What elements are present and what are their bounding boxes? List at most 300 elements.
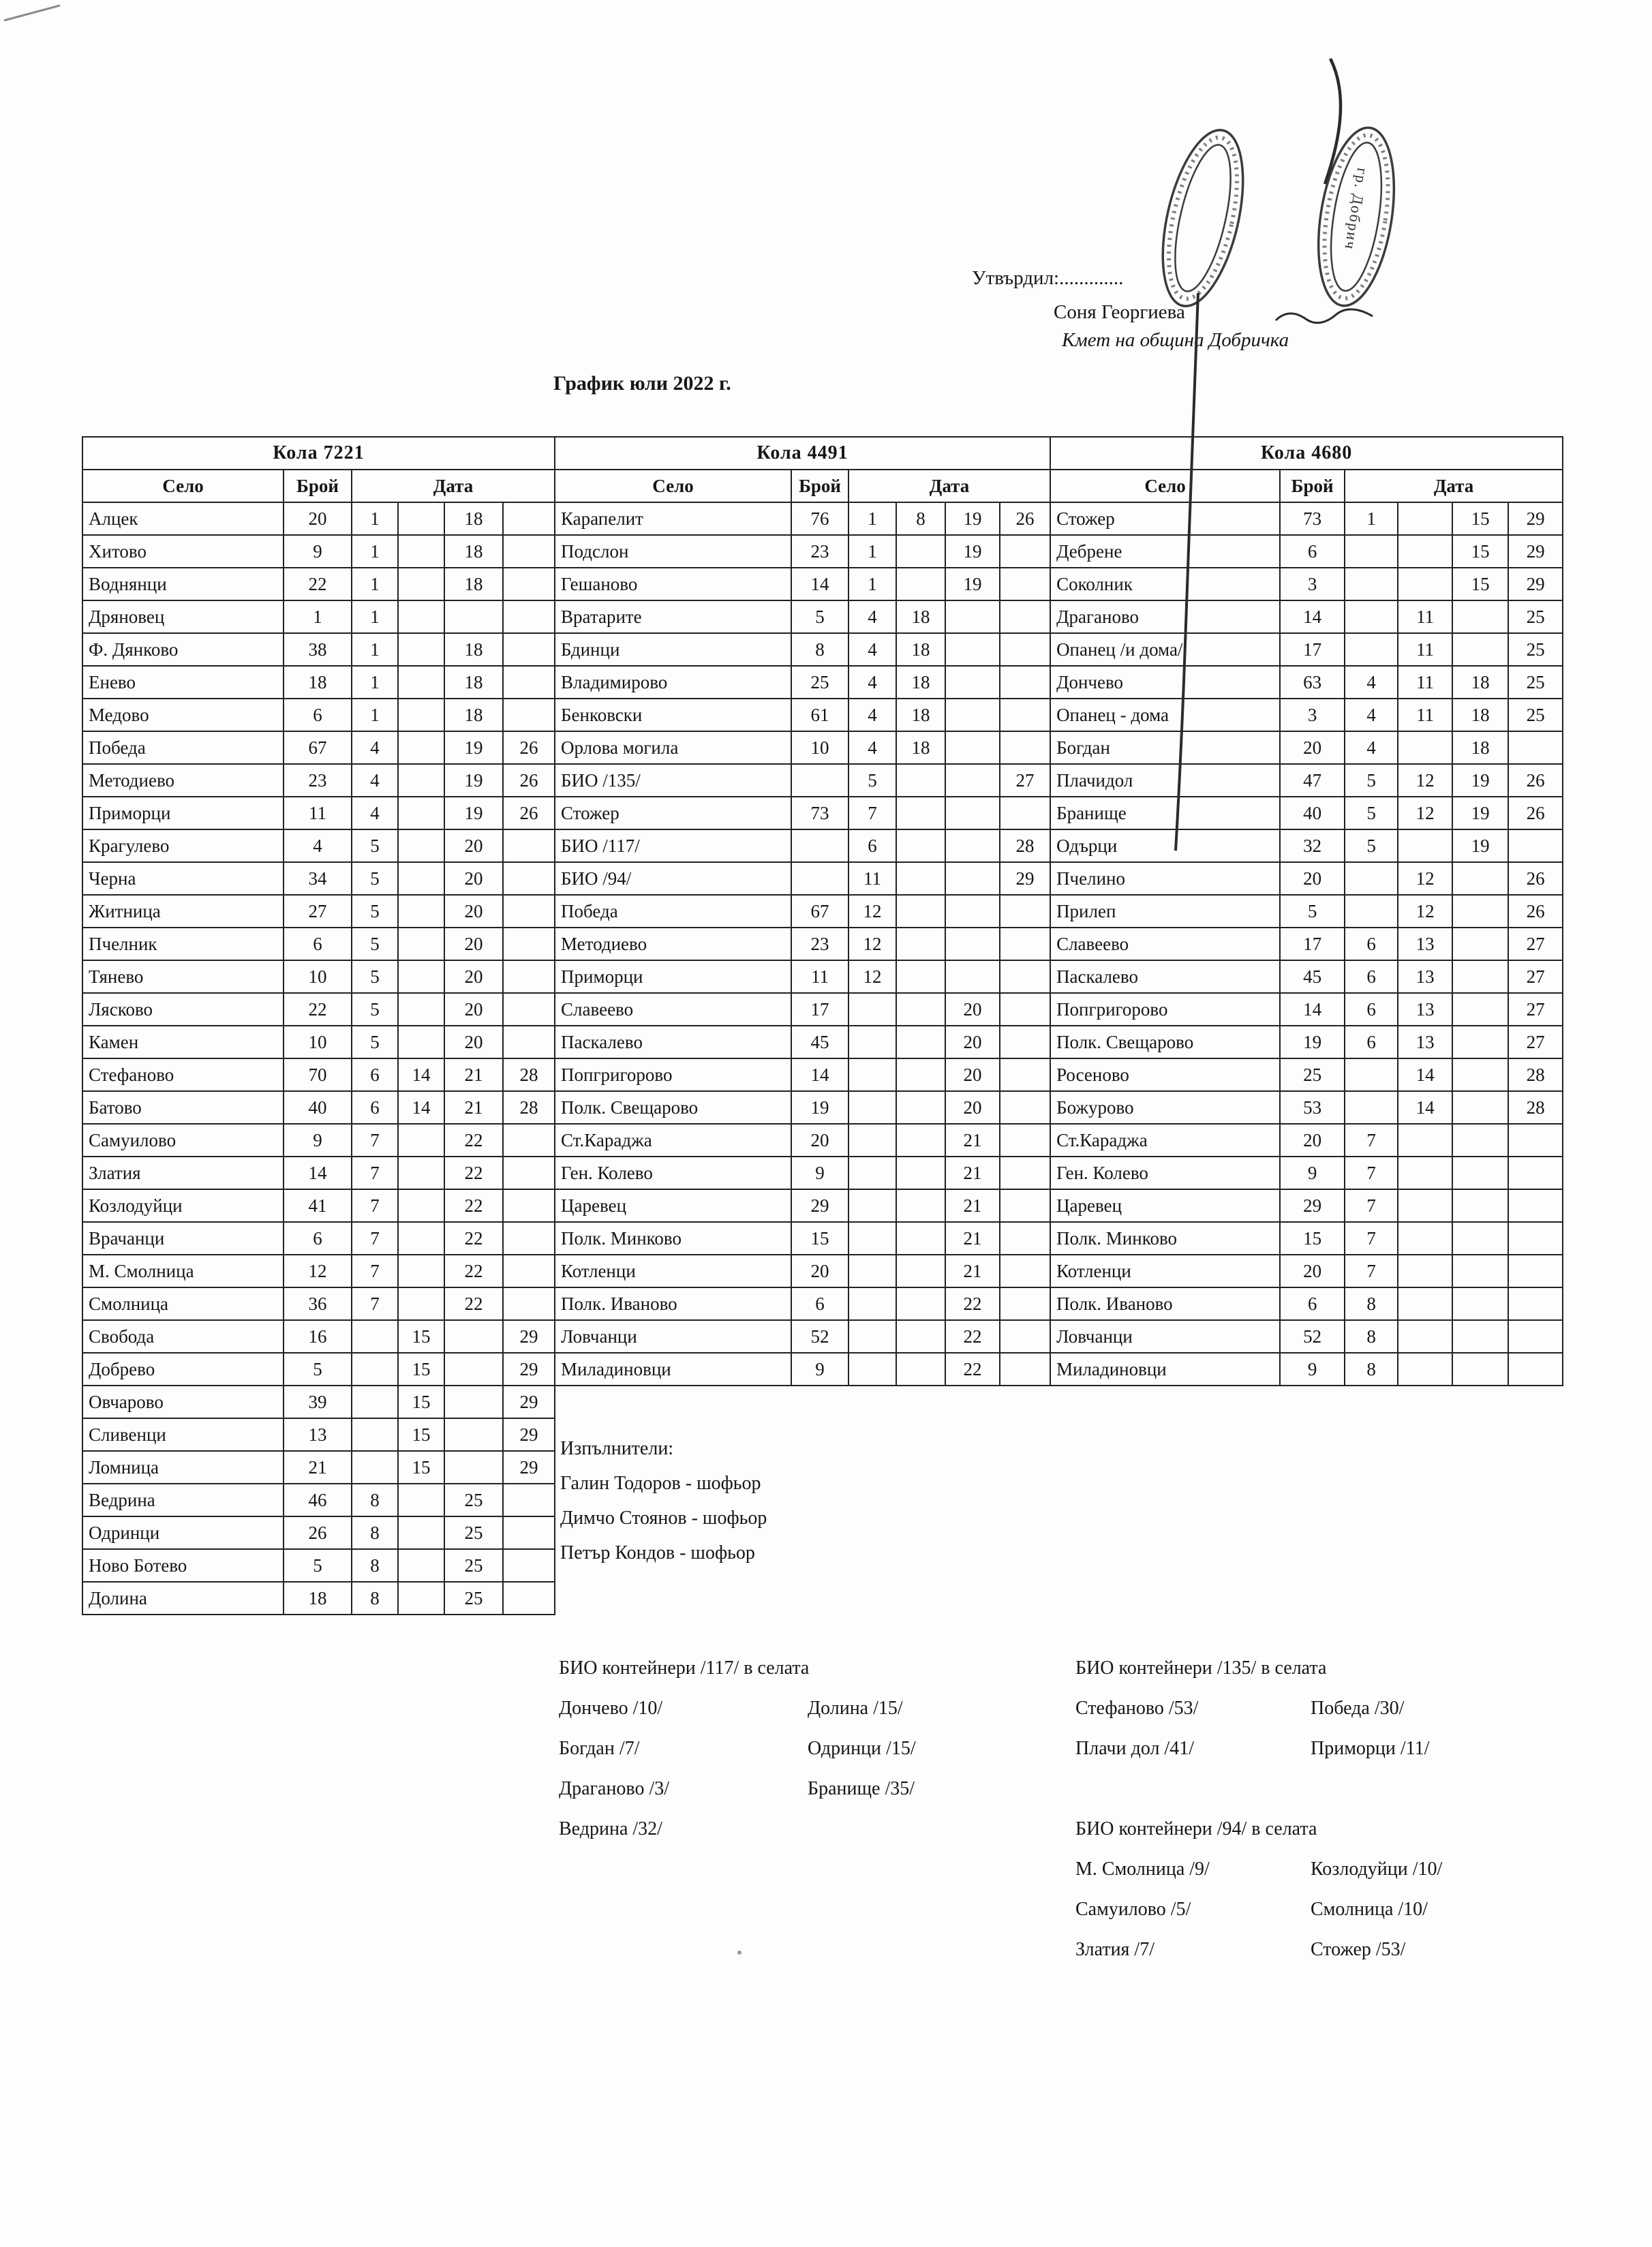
date-cell (1508, 1222, 1563, 1255)
date-cell: 26 (503, 797, 555, 829)
village-cell: Енево (82, 666, 284, 699)
date-cell (1398, 1353, 1452, 1386)
date-cell (1000, 993, 1050, 1026)
village-cell: Ф. Дянково (82, 633, 284, 666)
note-col1: Драганово /3/ (559, 1778, 670, 1799)
table-row (555, 633, 1050, 666)
date-cell: 18 (896, 600, 945, 633)
date-cell (848, 1026, 896, 1058)
schedule-table (82, 436, 555, 1615)
count-cell: 20 (284, 502, 352, 535)
village-cell: Богдан (1050, 731, 1280, 764)
date-cell (503, 600, 555, 633)
date-cell: 18 (896, 731, 945, 764)
table-row (1050, 764, 1563, 797)
date-cell: 22 (945, 1320, 1000, 1353)
date-cell: 18 (896, 633, 945, 666)
date-cell: 15 (398, 1418, 444, 1451)
date-cell: 19 (1452, 764, 1508, 797)
date-cell: 6 (352, 1091, 398, 1124)
village-cell: Самуилово (82, 1124, 284, 1157)
count-cell: 5 (284, 1549, 352, 1582)
village-cell: Стефаново (82, 1058, 284, 1091)
date-cell: 25 (1508, 699, 1563, 731)
village-cell: Долина (82, 1582, 284, 1615)
note-col2: Бранище /35/ (808, 1778, 915, 1799)
date-cell (896, 1026, 945, 1058)
count-cell: 11 (791, 960, 848, 993)
executor-item: Димчо Стоянов - шофьор (560, 1508, 767, 1529)
car-header-row (555, 437, 1050, 470)
col-header-village: Село (1050, 470, 1280, 502)
date-cell: 21 (945, 1255, 1000, 1287)
date-cell (444, 1353, 503, 1386)
date-cell: 15 (398, 1320, 444, 1353)
table-row (82, 666, 555, 699)
count-cell: 18 (284, 1582, 352, 1615)
col-header-count: Брой (791, 470, 848, 502)
count-cell: 29 (1280, 1189, 1345, 1222)
date-cell (896, 1091, 945, 1124)
village-cell: Камен (82, 1026, 284, 1058)
date-cell (1345, 535, 1398, 568)
table-row (82, 1157, 555, 1189)
date-cell: 22 (444, 1287, 503, 1320)
count-cell: 76 (791, 502, 848, 535)
date-cell: 8 (352, 1516, 398, 1549)
table-row (82, 829, 555, 862)
pen-flourish-stroke (1325, 59, 1341, 184)
village-cell: Победа (555, 895, 791, 928)
date-cell: 14 (1398, 1058, 1452, 1091)
date-cell: 18 (444, 502, 503, 535)
count-cell: 36 (284, 1287, 352, 1320)
count-cell: 17 (1280, 633, 1345, 666)
date-cell (1345, 1091, 1398, 1124)
table-row (1050, 1255, 1563, 1287)
count-cell: 25 (1280, 1058, 1345, 1091)
date-cell (503, 1287, 555, 1320)
date-cell (848, 1124, 896, 1157)
date-cell (848, 1353, 896, 1386)
date-cell (352, 1320, 398, 1353)
date-cell (1398, 1320, 1452, 1353)
bio-note-94-title: БИО контейнери /94/ в селата (1075, 1818, 1317, 1839)
bio-notes-right (1075, 1648, 1442, 1970)
date-cell: 11 (1398, 699, 1452, 731)
date-cell: 8 (352, 1582, 398, 1615)
table-row (82, 993, 555, 1026)
date-cell (1345, 633, 1398, 666)
col-header-village: Село (555, 470, 791, 502)
date-cell: 22 (444, 1157, 503, 1189)
count-cell: 73 (791, 797, 848, 829)
date-cell: 26 (503, 764, 555, 797)
date-cell: 1 (352, 535, 398, 568)
date-cell: 29 (1000, 862, 1050, 895)
bio-note-94-rows (1075, 1849, 1442, 1970)
date-cell (1000, 895, 1050, 928)
count-cell: 12 (284, 1255, 352, 1287)
date-cell: 7 (352, 1189, 398, 1222)
count-cell: 14 (284, 1157, 352, 1189)
count-cell: 5 (791, 600, 848, 633)
date-cell (398, 1582, 444, 1615)
date-cell (945, 666, 1000, 699)
date-cell: 25 (1508, 600, 1563, 633)
village-cell: Миладиновци (1050, 1353, 1280, 1386)
date-cell (1452, 862, 1508, 895)
village-cell: Ловчанци (555, 1320, 791, 1353)
stamp-text: гр. Добрич (1341, 166, 1372, 252)
date-cell (503, 993, 555, 1026)
date-cell (1000, 928, 1050, 960)
note-row (1075, 1728, 1442, 1769)
date-cell (503, 1484, 555, 1516)
village-cell: М. Смолница (82, 1255, 284, 1287)
count-cell: 23 (284, 764, 352, 797)
count-cell: 22 (284, 568, 352, 600)
date-cell (896, 1189, 945, 1222)
date-cell: 20 (444, 895, 503, 928)
village-cell: Полк. Иваново (1050, 1287, 1280, 1320)
count-cell: 9 (791, 1157, 848, 1189)
date-cell: 27 (1508, 993, 1563, 1026)
col-header-count: Брой (1280, 470, 1345, 502)
table-row (1050, 1320, 1563, 1353)
date-cell: 15 (1452, 535, 1508, 568)
date-cell: 26 (503, 731, 555, 764)
date-cell (1000, 1157, 1050, 1189)
village-cell: Полк. Иваново (555, 1287, 791, 1320)
date-cell (398, 1287, 444, 1320)
table-row (555, 1320, 1050, 1353)
date-cell: 12 (848, 960, 896, 993)
date-cell (848, 1091, 896, 1124)
date-cell (444, 600, 503, 633)
date-cell (1000, 1222, 1050, 1255)
village-cell: Ген. Колево (1050, 1157, 1280, 1189)
date-cell (398, 535, 444, 568)
date-cell (398, 1516, 444, 1549)
count-cell: 9 (284, 535, 352, 568)
count-cell: 6 (284, 1222, 352, 1255)
count-cell: 6 (1280, 535, 1345, 568)
date-cell (398, 862, 444, 895)
table-row (82, 1222, 555, 1255)
village-cell: Воднянци (82, 568, 284, 600)
table-row (82, 797, 555, 829)
count-cell: 39 (284, 1386, 352, 1418)
date-cell: 18 (444, 633, 503, 666)
table-row (555, 1222, 1050, 1255)
count-cell: 9 (791, 1353, 848, 1386)
count-cell: 47 (1280, 764, 1345, 797)
village-cell: Дончево (1050, 666, 1280, 699)
date-cell: 20 (444, 862, 503, 895)
date-cell (398, 568, 444, 600)
table-row (1050, 666, 1563, 699)
date-cell: 18 (896, 699, 945, 731)
date-cell (503, 1222, 555, 1255)
table-row (1050, 1124, 1563, 1157)
col-header-date: Дата (848, 470, 1050, 502)
date-cell: 8 (1345, 1353, 1398, 1386)
date-cell: 12 (1398, 895, 1452, 928)
date-cell (1000, 535, 1050, 568)
village-cell: Свобода (82, 1320, 284, 1353)
date-cell: 20 (444, 928, 503, 960)
date-cell: 22 (444, 1222, 503, 1255)
village-cell: Бранище (1050, 797, 1280, 829)
date-cell (398, 633, 444, 666)
date-cell (896, 862, 945, 895)
table-row (82, 1124, 555, 1157)
table-row (555, 1091, 1050, 1124)
date-cell (503, 960, 555, 993)
date-cell: 18 (444, 535, 503, 568)
count-cell: 19 (791, 1091, 848, 1124)
date-cell: 25 (444, 1484, 503, 1516)
date-cell: 7 (848, 797, 896, 829)
date-cell (1452, 895, 1508, 928)
village-cell: Орлова могила (555, 731, 791, 764)
count-cell: 6 (284, 928, 352, 960)
count-cell: 34 (284, 862, 352, 895)
scan-speck (737, 1951, 741, 1955)
date-cell (398, 1124, 444, 1157)
date-cell: 26 (1508, 764, 1563, 797)
village-cell: Хитово (82, 535, 284, 568)
date-cell (398, 1189, 444, 1222)
count-cell: 6 (1280, 1287, 1345, 1320)
date-cell: 25 (1508, 633, 1563, 666)
count-cell: 1 (284, 600, 352, 633)
date-cell (398, 666, 444, 699)
executor-item: Петър Кондов - шофьор (560, 1542, 755, 1563)
table-row (1050, 895, 1563, 928)
date-cell (503, 568, 555, 600)
table-row (82, 1026, 555, 1058)
table-row (82, 633, 555, 666)
date-cell: 13 (1398, 928, 1452, 960)
date-cell: 19 (945, 535, 1000, 568)
village-cell: Дебрене (1050, 535, 1280, 568)
table-row (555, 568, 1050, 600)
village-cell: Ловчанци (1050, 1320, 1280, 1353)
date-cell: 12 (1398, 797, 1452, 829)
date-cell: 4 (848, 633, 896, 666)
date-cell (398, 993, 444, 1026)
date-cell (1398, 1255, 1452, 1287)
date-cell: 6 (1345, 960, 1398, 993)
col-header-date: Дата (1345, 470, 1563, 502)
village-cell: Овчарово (82, 1386, 284, 1418)
date-cell: 29 (1508, 535, 1563, 568)
date-cell (503, 535, 555, 568)
date-cell (945, 928, 1000, 960)
date-cell: 19 (444, 731, 503, 764)
approval-block (972, 266, 1289, 352)
date-cell (896, 1353, 945, 1386)
count-cell: 53 (1280, 1091, 1345, 1124)
car-header: Кола 7221 (82, 437, 555, 470)
date-cell (1000, 1058, 1050, 1091)
date-cell: 20 (945, 1091, 1000, 1124)
count-cell: 14 (1280, 600, 1345, 633)
date-cell: 19 (945, 502, 1000, 535)
date-cell (398, 502, 444, 535)
date-cell (1398, 731, 1452, 764)
date-cell: 4 (848, 699, 896, 731)
count-cell: 22 (284, 993, 352, 1026)
bio-note-117 (559, 1648, 916, 1849)
date-cell (444, 1320, 503, 1353)
schedule-tables (82, 436, 1563, 1615)
date-cell (1345, 895, 1398, 928)
date-cell (398, 1157, 444, 1189)
date-cell: 5 (1345, 764, 1398, 797)
table-row (1050, 1222, 1563, 1255)
count-cell: 17 (1280, 928, 1345, 960)
date-cell: 26 (1508, 862, 1563, 895)
date-cell (1398, 502, 1452, 535)
date-cell (896, 568, 945, 600)
village-cell: Методиево (555, 928, 791, 960)
date-cell: 29 (503, 1386, 555, 1418)
table-row (555, 829, 1050, 862)
date-cell: 7 (352, 1287, 398, 1320)
table-row (555, 1189, 1050, 1222)
village-cell: Победа (82, 731, 284, 764)
date-cell (398, 764, 444, 797)
date-cell: 18 (444, 699, 503, 731)
date-cell: 15 (398, 1353, 444, 1386)
date-cell (1398, 1157, 1452, 1189)
count-cell: 52 (1280, 1320, 1345, 1353)
table-row (1050, 633, 1563, 666)
date-cell (945, 797, 1000, 829)
scan-edge-mark (4, 5, 60, 20)
date-cell (1452, 1157, 1508, 1189)
date-cell (945, 829, 1000, 862)
table-row (82, 928, 555, 960)
village-cell: Бдинци (555, 633, 791, 666)
table-row (82, 1058, 555, 1091)
date-cell: 7 (352, 1157, 398, 1189)
table-row (1050, 568, 1563, 600)
count-cell: 3 (1280, 699, 1345, 731)
note-row (1075, 1688, 1442, 1728)
count-cell: 63 (1280, 666, 1345, 699)
date-cell (444, 1386, 503, 1418)
village-cell: Батово (82, 1091, 284, 1124)
date-cell: 25 (444, 1549, 503, 1582)
date-cell: 11 (1398, 633, 1452, 666)
date-cell: 27 (1508, 1026, 1563, 1058)
date-cell: 1 (352, 568, 398, 600)
date-cell: 1 (352, 502, 398, 535)
count-cell: 5 (284, 1353, 352, 1386)
village-cell: Одърци (1050, 829, 1280, 862)
table-row (82, 1353, 555, 1386)
village-cell: Златия (82, 1157, 284, 1189)
count-cell: 20 (1280, 1124, 1345, 1157)
table-row (1050, 502, 1563, 535)
count-cell: 20 (791, 1124, 848, 1157)
date-cell: 7 (352, 1124, 398, 1157)
date-cell (1508, 1320, 1563, 1353)
count-cell: 11 (284, 797, 352, 829)
count-cell: 13 (284, 1418, 352, 1451)
date-cell (896, 1124, 945, 1157)
village-cell: Соколник (1050, 568, 1280, 600)
table-row (82, 862, 555, 895)
date-cell (503, 928, 555, 960)
date-cell (1398, 829, 1452, 862)
count-cell (791, 862, 848, 895)
date-cell: 8 (1345, 1320, 1398, 1353)
village-cell: Вратарите (555, 600, 791, 633)
date-cell: 1 (1345, 502, 1398, 535)
schedule-table (554, 436, 1051, 1386)
date-cell (1398, 1287, 1452, 1320)
schedule-table (1050, 436, 1563, 1386)
village-cell: Пчелино (1050, 862, 1280, 895)
date-cell (1452, 1189, 1508, 1222)
date-cell: 21 (945, 1189, 1000, 1222)
date-cell: 27 (1508, 960, 1563, 993)
date-cell (1000, 1287, 1050, 1320)
count-cell: 32 (1280, 829, 1345, 862)
table-row (82, 764, 555, 797)
date-cell: 14 (398, 1058, 444, 1091)
table-row (82, 1320, 555, 1353)
village-cell: Полк. Минково (1050, 1222, 1280, 1255)
table-row (1050, 829, 1563, 862)
date-cell (1000, 600, 1050, 633)
date-cell (352, 1353, 398, 1386)
note-col1: Ведрина /32/ (559, 1818, 662, 1839)
date-cell: 15 (398, 1451, 444, 1484)
date-cell: 28 (503, 1058, 555, 1091)
date-cell: 27 (1000, 764, 1050, 797)
date-cell: 15 (1452, 502, 1508, 535)
count-cell: 29 (791, 1189, 848, 1222)
date-cell (1000, 1320, 1050, 1353)
note-row (559, 1688, 916, 1728)
date-cell (896, 1157, 945, 1189)
note-col1: Дончево /10/ (559, 1698, 663, 1719)
date-cell (444, 1451, 503, 1484)
date-cell: 5 (848, 764, 896, 797)
date-cell (1508, 829, 1563, 862)
date-cell: 1 (352, 699, 398, 731)
date-cell (1000, 731, 1050, 764)
approver-name: Соня Георгиева (1054, 301, 1185, 324)
date-cell: 5 (352, 829, 398, 862)
note-row (1075, 1889, 1442, 1929)
signature-squiggle (1276, 309, 1373, 323)
date-cell (398, 829, 444, 862)
count-cell: 40 (1280, 797, 1345, 829)
date-cell (896, 1287, 945, 1320)
date-cell (1452, 1124, 1508, 1157)
table-row (555, 1353, 1050, 1386)
date-cell: 4 (1345, 699, 1398, 731)
date-cell: 15 (398, 1386, 444, 1418)
date-cell (1000, 1124, 1050, 1157)
